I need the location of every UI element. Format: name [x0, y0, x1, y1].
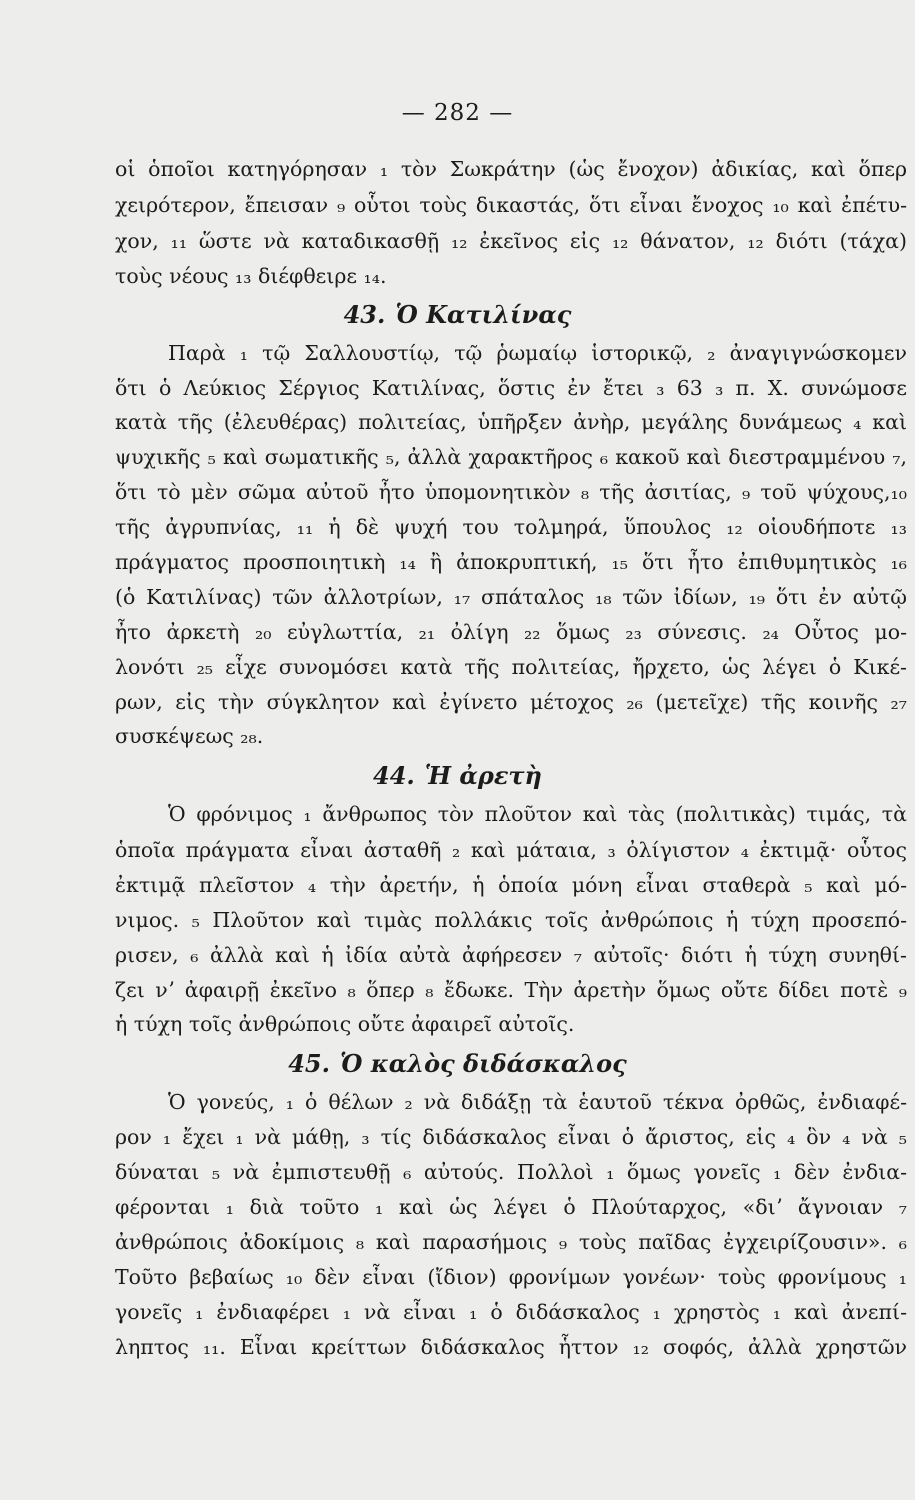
- text-line: ρον ₁ ἔχει ₁ νὰ μάθῃ, ₃ τίς διδάσκαλος εἶναι ὁ ἄριστος, εἰς ₄ ὃν ₄ νὰ ₅: [115, 1125, 907, 1149]
- text-line: Ὁ γονεύς, ₁ ὁ θέλων ₂ νὰ διδάξῃ τὰ ἑαυτοῦ τέκνα ὀρθῶς, ἐνδιαφέ-: [168, 1090, 907, 1114]
- section-heading: [0, 295, 915, 335]
- text-line: κατὰ τῆς (ἐλευθέρας) πολιτείας, ὑπῆρξεν ἀνὴρ, μεγάλης δυνάμεως ₄ καὶ: [115, 410, 907, 434]
- text-line: ἦτο ἀρκετὴ ₂₀ εὐγλωττία, ₂₁ ὀλίγη ₂₂ ὅμως ₂₃ σύνεσις. ₂₄ Οὗτος μο-: [115, 620, 907, 644]
- text-line: ψυχικῆς ₅ καὶ σωματικῆς ₅, ἀλλὰ χαρακτῆρος ₆ κακοῦ καὶ διεστραμμένου ₇,: [115, 445, 907, 469]
- section-title: Ἡ ἀρετὴ: [424, 761, 542, 790]
- text-line: γονεῖς ₁ ἐνδιαφέρει ₁ νὰ εἶναι ₁ ὁ διδάσκαλος ₁ χρηστὸς ₁ καὶ ἀνεπί-: [115, 1300, 907, 1324]
- text-line: ρισεν, ₆ ἀλλὰ καὶ ἡ ἰδία αὐτὰ ἀφήρεσεν ₇ αὐτοῖς· διότι ἡ τύχη συνηθί-: [115, 943, 907, 967]
- section-title: Ὁ καλὸς διδάσκαλος: [340, 1049, 627, 1078]
- text-line: φέρονται ₁ διὰ τοῦτο ₁ καὶ ὡς λέγει ὁ Πλούταρχος, «διʼ ἄγνοιαν ₇: [115, 1195, 907, 1219]
- section-number: 45.: [288, 1049, 330, 1078]
- text-line: Παρὰ ₁ τῷ Σαλλουστίῳ, τῷ ῥωμαίῳ ἱστορικῷ, ₂ ἀναγιγνώσκομεν: [168, 341, 907, 365]
- text-line: ληπτος ₁₁. Εἶναι κρείττων διδάσκαλος ἧττον ₁₂ σοφός, ἀλλὰ χρηστῶν: [115, 1335, 907, 1359]
- text-line: (ὁ Κατιλίνας) τῶν ἀλλοτρίων, ₁₇ σπάταλος ₁₈ τῶν ἰδίων, ₁₉ ὅτι ἐν αὐτῷ: [115, 585, 907, 609]
- text-line: ὅτι τὸ μὲν σῶμα αὐτοῦ ἦτο ὑπομονητικὸν ₈ τῆς ἀσιτίας, ₉ τοῦ ψύχους,₁₀: [115, 480, 907, 504]
- text-line: τοὺς νέους ₁₃ διέφθειρε ₁₄.: [115, 264, 387, 288]
- text-line: ρων, εἰς τὴν σύγκλητον καὶ ἐγίνετο μέτοχος ₂₆ (μετεῖχε) τῆς κοινῆς ₂₇: [115, 690, 907, 714]
- text-line: χον, ₁₁ ὥστε νὰ καταδικασθῇ ₁₂ ἐκεῖνος εἰς ₁₂ θάνατον, ₁₂ διότι (τάχα): [115, 229, 907, 253]
- text-line: ἀνθρώποις ἀδοκίμοις ₈ καὶ παρασήμοις ₉ τοὺς παῖδας ἐγχειρίζουσιν». ₆: [115, 1230, 907, 1254]
- section-title: Ὁ Κατιλίνας: [395, 300, 572, 329]
- text-line: πράγματος προσποιητικὴ ₁₄ ἢ ἀποκρυπτική, ₁₅ ὅτι ἦτο ἐπιθυμητικὸς ₁₆: [115, 550, 907, 574]
- section-number: 43.: [343, 300, 386, 329]
- text-line: χειρότερον, ἔπεισαν ₉ οὗτοι τοὺς δικαστάς, ὅτι εἶναι ἔνοχος ₁₀ καὶ ἐπέτυ-: [115, 193, 907, 217]
- section-heading: [0, 1044, 915, 1084]
- text-line: τῆς ἀγρυπνίας, ₁₁ ἡ δὲ ψυχή του τολμηρά, ὕπουλος ₁₂ οἱουδήποτε ₁₃: [115, 515, 907, 539]
- text-line: νιμος. ₅ Πλοῦτον καὶ τιμὰς πολλάκις τοῖς ἀνθρώποις ἡ τύχη προσεπό-: [115, 908, 907, 932]
- text-line: συσκέψεως ₂₈.: [115, 724, 264, 748]
- text-line: Ὁ φρόνιμος ₁ ἄνθρωπος τὸν πλοῦτον καὶ τὰς (πολιτικὰς) τιμάς, τὰ: [168, 802, 907, 826]
- text-line: λονότι ₂₅ εἶχε συνομόσει κατὰ τῆς πολιτείας, ἤρχετο, ὡς λέγει ὁ Κικέ-: [115, 655, 907, 679]
- text-line: ὅτι ὁ Λεύκιος Σέργιος Κατιλίνας, ὅστις ἐν ἔτει ₃ 63 ₃ π. Χ. συνώμοσε: [115, 376, 907, 400]
- text-line: δύναται ₅ νὰ ἐμπιστευθῇ ₆ αὐτούς. Πολλοὶ ₁ ὅμως γονεῖς ₁ δὲν ἐνδια-: [115, 1160, 907, 1184]
- text-line: ζει νʼ ἀφαιρῇ ἐκεῖνο ₈ ὅπερ ₈ ἔδωκε. Τὴν ἀρετὴν ὅμως οὔτε δίδει ποτὲ ₉: [115, 978, 907, 1002]
- text-line: οἱ ὁποῖοι κατηγόρησαν ₁ τὸν Σωκράτην (ὡς ἔνοχον) ἀδικίας, καὶ ὅπερ: [115, 157, 907, 181]
- section-heading: [0, 756, 915, 796]
- text-line: ἡ τύχη τοῖς ἀνθρώποις οὔτε ἀφαιρεῖ αὐτοῖς.: [115, 1012, 575, 1036]
- text-line: Τοῦτο βεβαίως ₁₀ δὲν εἶναι (ἴδιον) φρονίμων γονέων· τοὺς φρονίμους ₁: [115, 1265, 907, 1289]
- page-number: — 282 —: [401, 100, 514, 126]
- section-number: 44.: [373, 761, 415, 790]
- text-line: ἐκτιμᾷ πλεῖστον ₄ τὴν ἀρετήν, ἡ ὁποία μόνη εἶναι σταθερὰ ₅ καὶ μό-: [115, 873, 907, 897]
- text-line: ὁποῖα πράγματα εἶναι ἀσταθῆ ₂ καὶ μάταια, ₃ ὀλίγιστον ₄ ἐκτιμᾷ· οὗτος: [115, 838, 907, 862]
